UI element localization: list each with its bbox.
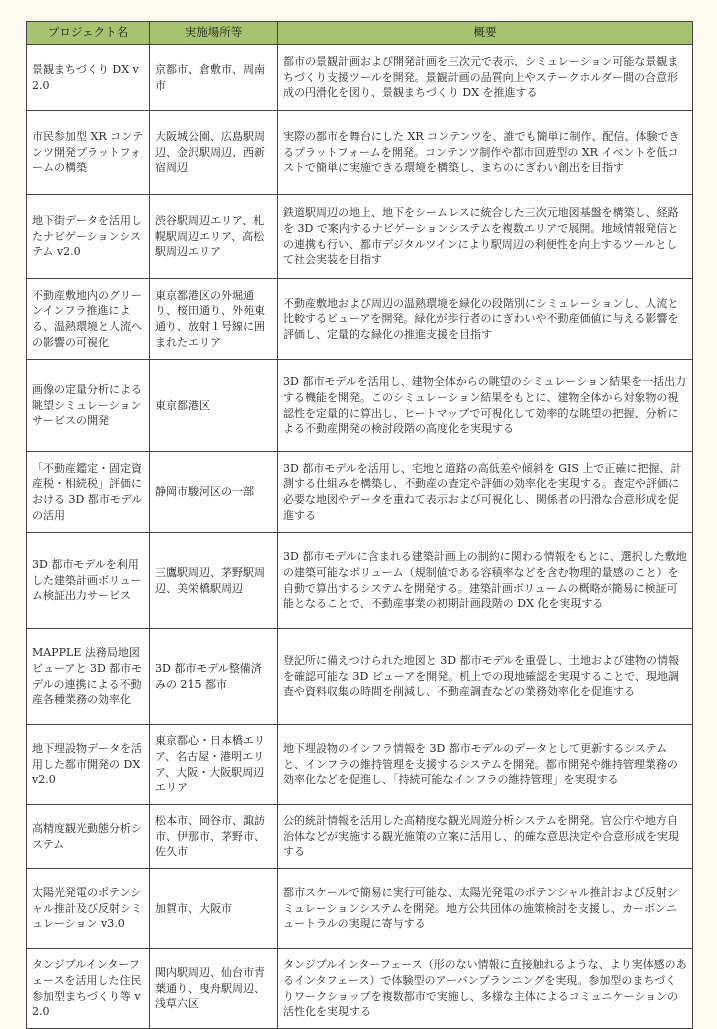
project-name-cell: 不動産敷地内のグリーンインフラ推進による、温熱環境と人流への影響の可視化 xyxy=(27,279,150,360)
table-row xyxy=(27,452,693,533)
summary-cell: タンジブルインターフェース（形のない情報に直接触れるような、より実体感のあるインタフェース）で体験型のアーバンプランニングを実現。参加型のまちづくりワークショップを複数都市で実施し、多様な主体によるコミュニケーションの活性化を実現する xyxy=(278,949,693,1029)
header-project-name: プロジェクト名 xyxy=(27,22,150,45)
summary-cell: 公的統計情報を活用した高精度な観光周遊分析システムを開発。官公庁や地方自治体などが実施する観光施策の立案に活用し、的確な意思決定や合意形成を実現する xyxy=(278,805,693,869)
table-header-row xyxy=(27,22,693,45)
summary-cell: 鉄道駅周辺の地上、地下をシームレスに統合した三次元地図基盤を構築し、経路を 3D で案内するナビゲーションシステムを複数エリアで展開。地域情報発信との連携も行い、都市デジタルツインにより駅周辺の利便性を向上するツールとして社会実装を目指す xyxy=(278,195,693,279)
summary-cell: 都市スケールで簡易に実行可能な、太陽光発電のポテンシャル推計および反射シミュレーションシステムを開発。地方公共団体の施策検討を支援し、カーボンニュートラルの実現に寄与する xyxy=(278,869,693,949)
table-row xyxy=(27,805,693,869)
table-row xyxy=(27,629,693,725)
table-row xyxy=(27,111,693,195)
summary-cell: 不動産敷地および周辺の温熱環境を緑化の段階別にシミュレーションし、人流と比較するビューアを開発。緑化が歩行者のにぎわいや不動産価値に与える影響を評価し、定量的な緑化の推進支援を目指す xyxy=(278,279,693,360)
location-cell: 松本市、岡谷市、諏訪市、伊那市、茅野市、佐久市 xyxy=(150,805,278,869)
project-name-cell: 高精度観光動態分析システム xyxy=(27,805,150,869)
project-name-cell: 地下街データを活用したナビゲーションシステム v2.0 xyxy=(27,195,150,279)
summary-cell: 3D 都市モデルを活用し、建物全体からの眺望のシミュレーション結果を一括出力する機能を開発。このシミュレーション結果をもとに、建物全体から対象物の視認性を定量的に算出し、ヒートマップで可視化して効率的な眺望の把握、分析による不動産開発の検討段階の高度化を実現する xyxy=(278,360,693,452)
project-name-cell: タンジブルインターフェースを活用した住民参加型まちづくり等 v2.0 xyxy=(27,949,150,1029)
header-summary: 概要 xyxy=(278,22,693,45)
location-cell: 東京都心・日本橋エリア、名古屋・港明エリア、大阪・大阪駅周辺エリア xyxy=(150,725,278,805)
summary-cell: 3D 都市モデルを活用し、宅地と道路の高低差や傾斜を GIS 上で正確に把握、計測する仕組みを構築し、不動産の査定や評価の効率化を実現する。査定や評価に必要な地図やデータを重ねて表示および可視化し、関係者の円滑な合意形成を促進する xyxy=(278,452,693,533)
table-row xyxy=(27,360,693,452)
project-name-cell: 3D 都市モデルを利用した建築計画ボリューム検証出力サービス xyxy=(27,533,150,629)
project-name-cell: 地下埋設物データを活用した都市開発の DX v2.0 xyxy=(27,725,150,805)
project-name-cell: 「不動産鑑定・固定資産税・相続税」評価における 3D 都市モデルの活用 xyxy=(27,452,150,533)
project-table xyxy=(26,21,693,1029)
project-name-cell: 太陽光発電のポテンシャル推計及び反射シミュレーション v3.0 xyxy=(27,869,150,949)
summary-cell: 実際の都市を舞台にした XR コンテンツを、誰でも簡単に制作、配信、体験できるプラットフォームを開発。コンテンツ制作や都市回遊型の XR イベントを低コストで簡単に実施できる環境を構築し、まちのにぎわい創出を目指す xyxy=(278,111,693,195)
summary-cell: 都市の景観計画および開発計画を三次元で表示、シミュレーション可能な景観まちづくり支援ツールを開発。景観計画の品質向上やステークホルダー間の合意形成の円滑化を図り、景観まちづくり DX を推進する xyxy=(278,45,693,111)
project-name-cell: MAPPLE 法務局地図ビューアと 3D 都市モデルの連携による不動産各種業務の効率化 xyxy=(27,629,150,725)
table-row xyxy=(27,45,693,111)
location-cell: 静岡市駿河区の一部 xyxy=(150,452,278,533)
location-cell: 3D 都市モデル整備済みの 215 都市 xyxy=(150,629,278,725)
location-cell: 渋谷駅周辺エリア、札幌駅周辺エリア、高松駅周辺エリア xyxy=(150,195,278,279)
header-location: 実施場所等 xyxy=(150,22,278,45)
table-row xyxy=(27,725,693,805)
table-row xyxy=(27,279,693,360)
project-name-cell: 画像の定量分析による眺望シミュレーションサービスの開発 xyxy=(27,360,150,452)
summary-cell: 3D 都市モデルに含まれる建築計画上の制約に関わる情報をもとに、選択した敷地の建築可能なボリューム（規制値である容積率などを含む物理的量感のこと）を自動で算出するシステムを開発する。建築計画ボリュームの概略が簡易に検証可能となることで、不動産事業の初期計画段階の DX 化を実現する xyxy=(278,533,693,629)
location-cell: 京都市、倉敷市、周南市 xyxy=(150,45,278,111)
summary-cell: 地下埋設物のインフラ情報を 3D 都市モデルのデータとして更新するシステムと、インフラの維持管理を支援するシステムを開発。都市開発や維持管理業務の効率化などを促進し、「持続可能なインフラの維持管理」を実現する xyxy=(278,725,693,805)
table-row xyxy=(27,949,693,1029)
summary-cell: 登記所に備えつけられた地図と 3D 都市モデルを重畳し、土地および建物の情報を確認可能な 3D ビューアを開発。机上での現地確認を実現することで、現地調査や資料収集の時間を削減し、不動産調査などの業務効率化を促進する xyxy=(278,629,693,725)
location-cell: 加賀市、大阪市 xyxy=(150,869,278,949)
table-row xyxy=(27,195,693,279)
location-cell: 大阪城公園、広島駅周辺、金沢駅周辺、西新宿周辺 xyxy=(150,111,278,195)
location-cell: 東京都港区の外堀通り、桜田通り、外苑東通り、放射１号線に囲まれたエリア xyxy=(150,279,278,360)
location-cell: 関内駅周辺、仙台市青葉通り、曳舟駅周辺、浅草六区 xyxy=(150,949,278,1029)
table-row xyxy=(27,533,693,629)
table-row xyxy=(27,869,693,949)
location-cell: 東京都港区 xyxy=(150,360,278,452)
location-cell: 三鷹駅周辺、茅野駅周辺、美栄橋駅周辺 xyxy=(150,533,278,629)
project-name-cell: 市民参加型 XR コンテンツ開発プラットフォームの構築 xyxy=(27,111,150,195)
project-name-cell: 景観まちづくり DX v2.0 xyxy=(27,45,150,111)
